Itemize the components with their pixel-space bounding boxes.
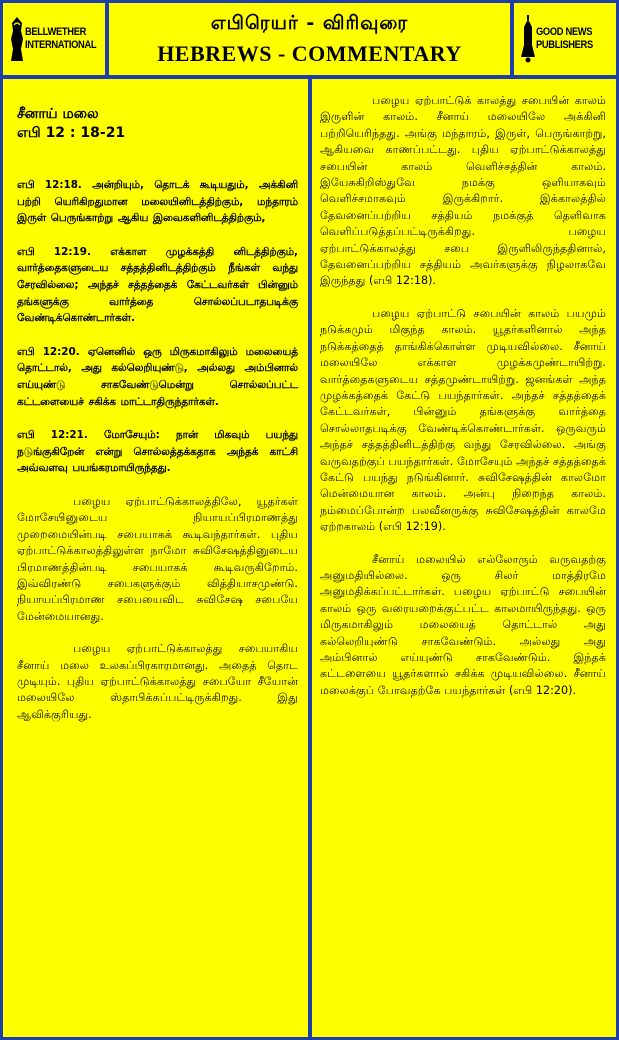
commentary-paragraph: சீனாய் மலையில் எல்லோரும் வருவதற்கு அனுமதியில்லை. ஒரு சிலர் மாத்திரமே அனுமதிக்கப்பட்டார்கள். பழைய ஏற்பாட்டு சபையின் காலம் ஒரு வரையறைக்குட்பட்ட காலமாயிருந்தது. ஒரு மிருகமாகிலும் மலையைத் தொட்டால் அது கல்லெறியுண்டு சாகவேண்டும். அல்லது அது அம்பினால் எய்யுண்டு சாகவேண்டும். இந்தக் கட்டளையை யூதர்களால் சகிக்க முடியவில்லை. சீனாய் மலைக்குப் போவதற்கே பயந்தார்கள் (எபி 12:20).: [320, 552, 606, 697]
section-title: சீனாய் மலை: [17, 106, 99, 122]
bellwether-logo: [9, 15, 105, 63]
header-right-logo-panel: [514, 3, 616, 75]
commentary-paragraph: பழைய ஏற்பாட்டுக்காலத்திலே, யூதர்கள் மோசேயினுடைய நியாயப்பிரமாணத்து முறைமையின்படி சபையாகக் கூடிவந்தார்கள். புதிய ஏற்பாட்டுக்காலத்திலுள்ள நாமோ சுவிசேஷத்தினுடைய பிரமாணத்தின்படி சபையாகக் கூடிவருகிறோம். இவ்விரண்டு சபைகளுக்கும் வித்தியாசமுண்டு. நியாயப்பிரமாண சபையைவிட சுவிசேஷ சபையே மேன்மையானது.: [17, 494, 298, 623]
good-news-logo: [520, 15, 603, 63]
verse-12-18: எபி 12:18. அன்றியும், தொடக் கூடியதும், அக்கினி பற்றி யெரிகிறதுமான மலையினிடத்திற்கும், மந்தாரம் இருள் பெருங்காற்று ஆகிய இவைகளினிடத்திற்கும்,: [17, 179, 298, 225]
bellwether-ram-icon: [9, 15, 25, 63]
good-news-bell-icon: [520, 15, 536, 63]
left-column: [3, 79, 308, 1037]
right-logo-line1: GOOD NEWS: [536, 26, 593, 38]
left-logo-line2: INTERNATIONAL: [25, 39, 97, 51]
verse-list: [17, 177, 298, 477]
left-logo-line1: BELLWETHER: [25, 26, 87, 38]
verse-12-20: எபி 12:20. ஏனெனில் ஒரு மிருகமாகிலும் மலையைத் தொட்டால், அது கல்லெறியுண்டு, அல்லது அம்பினால் எய்யுண்டு சாகவேண்டுமென்று சொல்லப்பட்ட கட்டளையைச் சகிக்க மாட்டாதிருந்தார்கள்.: [17, 345, 298, 408]
right-logo-line2: PUBLISHERS: [536, 39, 593, 51]
commentary-paragraph: பழைய ஏற்பாட்டுக்காலத்து சபையாகிய சீனாய் மலை உலகப்பிரகாரமானது. அதைத் தொட முடியும். புதிய ஏற்பாட்டுக்காலத்து சபையோ சீயோன் மலையிலே ஸ்தாபிக்கப்பட்டிருக்கிறது. இது ஆவிக்குரியது.: [17, 642, 298, 721]
header-left-logo-panel: [3, 3, 105, 75]
verse-12-21: எபி 12:21. மோசேயும்: நான் மிகவும் பயந்து நடுங்குகிறேன் என்று சொல்லத்தக்கதாக அந்தக் காட்சி அவ்வளவு பயங்கரமாயிருந்தது.: [17, 429, 298, 475]
title-tamil: எபிரெயர் - விரிவுரை: [210, 12, 409, 34]
section-reference: எபி 12 : 18-21: [17, 125, 126, 141]
header-title-panel: [109, 3, 510, 75]
right-column: [312, 79, 616, 1037]
verse-12-19: எபி 12:19. எக்காள முழக்கத்தி னிடத்திற்கும், வார்த்தைகளுடைய சத்தத்தினிடத்திற்கும் நீங்கள் வந்து சேரவில்லை; அந்தச் சத்தத்தைக் கேட்டவர்கள் பின்னும் தங்களுக்கு வார்த்தை சொல்லப்படாதபடிக்கு வேண்டிக்கொண்டார்கள்.: [17, 245, 298, 325]
title-english: HEBREWS - COMMENTARY: [157, 41, 462, 66]
commentary-paragraph: பழைய ஏற்பாட்டுக் காலத்து சபையின் காலம் இருளின் காலம். சீனாய் மலையிலே அக்கினி பற்றியெரிந்தது. அங்கு மந்தாரம், இருள், பெருங்காற்று, ஆகியவை காணப்பட்டது. புதிய ஏற்பாட்டுக்காலத்து சபையின் காலம் வெளிச்சத்தின் காலம். இயேசுகிறிஸ்துவே நமக்கு ஒளியாகவும் வெளிச்சமாகவும் இருக்கிறார். இக்காலத்தில் தேவனைப்பற்றிய சத்தியம் நமக்குத் தெளிவாக வெளிப்படுத்தப்பட்டிருக்கிறது. பழைய ஏற்பாட்டுக்காலத்து சபை இருளிலிருந்ததினால், தேவனைப்பற்றிய சத்தியம் அவர்களுக்கு நிழலாகவே இருந்தது (எபி 12:18).: [320, 94, 606, 288]
commentary-paragraph: பழைய ஏற்பாட்டு சபையின் காலம் பயமும் நடுக்கமும் மிகுந்த காலம். யூதர்களினால் அந்த நடுக்கத்தைத் தாங்கிக்கொள்ள முடியவில்லை. சீனாய் மலையிலே எக்காள முழக்கமுண்டாயிற்று. வார்த்தைகளுடைய சத்தமுண்டாயிற்று. ஜனங்கள் அந்த முழக்கத்தைக் கேட்டு பயந்தார்கள். அந்தச் சத்தத்தைக் கேட்டவர்கள், பின்னும் தங்களுக்கு வார்த்தை சொல்லாதபடிக்கு வேண்டிக்கொண்டார்கள். ஒருவரும் அந்தச் சத்தத்தினிடத்திற்கு வந்து சேரவில்லை. அங்கு வருவதற்குப் பயந்தார்கள். மோசேயும் அந்தச் சத்தத்தைக் கேட்டு பயந்து நடுங்கினார். சுவிசேஷத்தின் காலமோ மென்மையான காலம். அன்பு நிறைந்த காலம். நம்மைப்போன்ற பலவீனருக்கு சுவிசேஷத்தின் காலமே ஏற்றகாலம் (எபி 12:19).: [320, 306, 606, 534]
